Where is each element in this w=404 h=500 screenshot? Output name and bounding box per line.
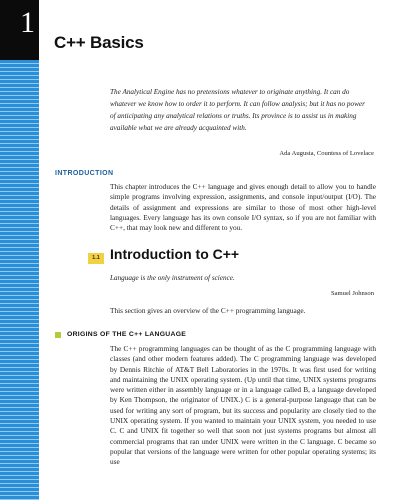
introduction-heading: INTRODUCTION [55, 170, 114, 177]
section-title: Introduction to C++ [110, 246, 240, 262]
origins-paragraph: The C++ programming languages can be thought of as the C programming language with classes (and other modern features added). The C programming language was developed by Dennis Ritchie of AT&T Bell Laboratories in the 1970s. It was first used for writing and maintaining the UNIX operating system. (Up until that time, UNIX systems programs were written either in assembly language or in a language called B, a language developed by Ken Thompson, the originator of UNIX.) C is a general-purpose language that can be used for writing any sort of program, but its success and popularity are closely tied to the UNIX operating system. If you wanted to maintain your UNIX system, you needed to use C. C and UNIX fit together so well that soon not just systems programs but almost all commercial programs that ran under UNIX were written in the C language. C became so popular that versions of the language were written for other popular operating systems; its use [110, 344, 376, 467]
section-epigraph-attribution: Samuel Johnson [330, 290, 374, 297]
subsection-bullet-square [55, 332, 61, 338]
chapter-title: C++ Basics [54, 33, 144, 52]
chapter-number-box [0, 0, 39, 60]
epigraph-attribution: Ada Augusta, Countess of Lovelace [279, 150, 374, 157]
section-epigraph-quote: Language is the only instrument of science. [110, 274, 235, 282]
decorative-stripe-bar [0, 0, 39, 500]
introduction-paragraph: This chapter introduces the C++ language and gives enough detail to allow you to handle simple programs involving expression, assignments, and console input/output (I/O). The details of assignment and expressions are similar to those of most other high-level languages. Every language has its own console I/O syntax, so if you are not familiar with C++, that may look new and different to you. [110, 182, 376, 233]
section-intro-paragraph: This section gives an overview of the C++ programming language. [110, 306, 306, 315]
origins-heading: ORIGINS OF THE C++ LANGUAGE [67, 331, 187, 338]
chapter-number: 1 [20, 6, 35, 39]
section-number-badge: 1.1 [88, 253, 104, 264]
epigraph-quote: The Analytical Engine has no pretensions whatever to originate anything. It can do whatever we know how to order it to perform. It can follow analysis; but it has no power of anticipating any analytical relations or truths. Its province is to assist us in making available what we are already acquainted with. [110, 88, 365, 132]
